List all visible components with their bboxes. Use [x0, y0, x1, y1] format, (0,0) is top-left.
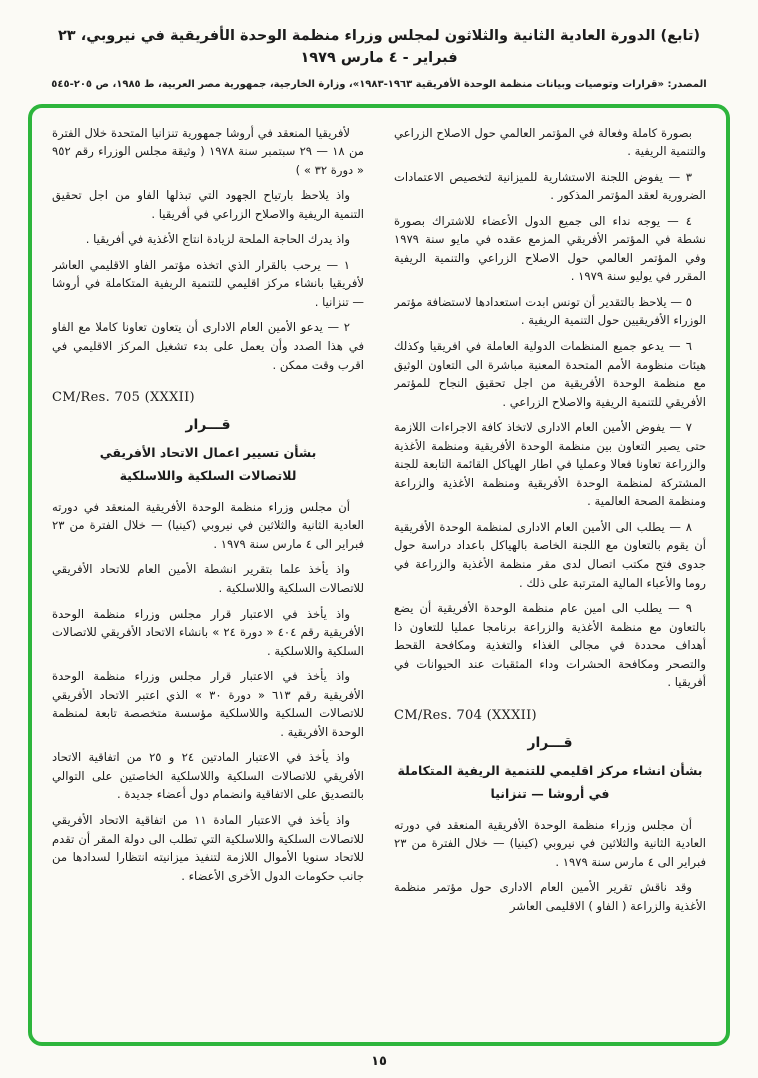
resolution-code: CM/Res. 704 (XXXII) — [394, 707, 537, 723]
paragraph: ٩ — يطلب الى امين عام منظمة الوحدة الأفريقية أن يضع بالتعاون مع منظمة الأغذية والزراعة برنامجا عمليا للتعاون ذا أهداف محددة في مجالى الغذاء والتغذية ومكافحة القحط والتصحر ومكافحة الحشرات وداء المثقبات عند الحيوانات في أفريقيا . — [394, 601, 706, 690]
document-footer — [0, 1046, 758, 1078]
resolution-subtitle: في أروشا — تنزانيا — [490, 786, 610, 802]
paragraph: وقد ناقش تقرير الأمين العام الادارى حول مؤتمر منظمة الأغذية والزراعة ( الفاو ) الاقليمى العاشر — [394, 880, 706, 913]
document-header — [0, 0, 758, 92]
page-number: ١٥ — [371, 1054, 387, 1070]
document-header-title: (تابع) الدورة العادية الثانية والثلاثون لمجلس وزراء منظمة الوحدة الأفريقية في نيروبي، ٢٣ فبراير - ٤ مارس ١٩٧٩ — [57, 28, 701, 66]
resolution-title: قـــرار — [527, 734, 573, 751]
resolution-code: CM/Res. 705 (XXXII) — [52, 390, 195, 406]
paragraph: ١ — يرحب بالقرار الذي اتخذه مؤتمر الفاو الاقليمي العاشر لأفريقيا بانشاء مركز اقليمي للتنمية الريفية المتكاملة في أروشا — تنزانيا . — [52, 257, 364, 309]
resolution-title: قـــرار — [185, 417, 231, 434]
paragraph: ٧ — يفوض الأمين العام الادارى لاتخاذ كافة الاجراءات اللازمة حتى يصير التعاون بين منظمة الوحدة الأفريقية ومنظمة الأغذية والزراعة تعاونا فعالا وعمليا في اطار الهياكل القائمة التابعة للجنة المشتركة لمنظمة الوحدة الأفريقية ومنظمة الأغذية والزراعة ومنظمة الصحة العالمية . — [394, 420, 706, 509]
resolution-subtitle: بشأن انشاء مركز اقليمي للتنمية الريفية المتكاملة — [397, 762, 703, 778]
paragraph: واذ يدرك الحاجة الملحة لزيادة انتاج الأغذية في أفريقيا . — [85, 232, 350, 247]
paragraph: ٤ — يوجه نداء الى جميع الدول الأعضاء للاشتراك بصورة نشطة في المؤتمر الأفريقي المزمع عقده في مايو سنة ١٩٧٩ وفي المؤتمر العالمي حول الاصلاح الزراعي والتنمية الريفية المقرر في يوليو سنة ١٩٧٩ . — [394, 213, 706, 284]
paragraph: واذ يأخذ علما بتقرير انشطة الأمين العام للاتحاد الأفريقي للاتصالات السلكية واللاسلكية . — [52, 562, 364, 595]
paragraph: بصورة كاملة وفعالة في المؤتمر العالمي حول الاصلاح الزراعي والتنمية الريفية . — [394, 125, 706, 159]
paragraph: واذ يأخذ في الاعتبار قرار مجلس وزراء منظمة الوحدة الأفريقية رقم ٤٠٤ « دورة ٢٤ » بانشاء الاتحاد الأفريقي للاتصالات السلكية واللاسلكية . — [52, 606, 364, 658]
resolution-subtitle: بشأن تسيير اعمال الاتحاد الأفريقي — [99, 445, 317, 461]
content-border-box — [28, 104, 730, 1046]
paragraph: ٣ — يفوض اللجنة الاستشارية للميزانية لتخصيص الاعتمادات الضرورية لعقد المؤتمر المذكور . — [394, 169, 706, 203]
paragraph: أن مجلس وزراء منظمة الوحدة الأفريقية المنعقد في دورته العادية الثانية والثلاثين في نيروبي (كينيا) — خلال الفترة من ٢٣ فبراير الى ٤ مارس سنة ١٩٧٩ . — [394, 817, 706, 869]
paragraph: لأفريقيا المنعقد في أروشا جمهورية تنزانيا المتحدة خلال الفترة من ١٨ — ٢٩ سبتمبر سنة ١٩٧٨ ( وثيقة مجلس الوزراء رقم ٩٥٢ « دورة ٣٢ » ) — [52, 125, 364, 177]
paragraph: واذ يلاحظ بارتياح الجهود التي تبذلها الفاو من اجل تحقيق التنمية الريفية والاصلاح الزراعي في أفريقيا . — [52, 188, 364, 221]
paragraph: واذ يأخذ في الاعتبار قرار مجلس وزراء منظمة الوحدة الأفريقية رقم ٦١٣ « دورة ٣٠ » الذي اعتبر الاتحاد الأفريقي للاتصالات السلكية واللاسلكية مؤسسة متخصصة تابعة لمنظمة الوحدة الأفريقية . — [52, 669, 364, 739]
column-left — [52, 124, 364, 1026]
paragraph: ٥ — يلاحظ بالتقدير أن تونس ابدت استعدادها لاستضافة مؤتمر الوزراء الأفريقيين حول التنمية الريفية . — [394, 294, 706, 328]
paragraph: واذ يأخذ في الاعتبار المادة ١١ من اتفاقية الاتحاد الأفريقي للاتصالات السلكية واللاسلكية التي تطلب الى دولة المقر أن تقدم للاتحاد سنويا الأموال اللازمة لتنفيذ ميزانيته انتظارا لسدادها من جانب حكومات الدول الأخرى الأعضاء . — [52, 813, 364, 883]
paragraph: واذ يأخذ في الاعتبار المادتين ٢٤ و ٢٥ من اتفاقية الاتحاد الأفريقي للاتصالات السلكية واللاسلكية الخاصتين على التوالي بالتصديق على الاتفاقية وانضمام دول أعضاء جديدة . — [52, 750, 364, 802]
document-source-line: المصدر: «قرارات وتوصيات وبيانات منظمة الوحدة الأفريقية ١٩٦٣-١٩٨٣»، وزارة الخارجية، جمهورية مصر العربية، ط ١٩٨٥، ص ٢٠٥-٥٤٥ — [51, 78, 707, 90]
paragraph: ٦ — يدعو جميع المنظمات الدولية العاملة في افريقيا وكذلك هيئات منظومة الأمم المتحدة المعنية مباشرة الى التعاون الوثيق مع منظمة الوحدة الأفريقية من اجل تحقيق النجاح للمؤتمر الأفريقي للتنمية الريفية والاصلاح الزراعي . — [394, 338, 706, 409]
paragraph: ٨ — يطلب الى الأمين العام الادارى لمنظمة الوحدة الأفريقية أن يقوم بالتعاون مع اللجنة الخاصة بالهياكل باعداد دراسة حول جدوى فتح مكتب اتصال لدى مقر منظمة الأغذية والزراعة في روما والأعباء المالية المترتبة على ذلك . — [394, 519, 706, 590]
column-right — [394, 124, 706, 1026]
paragraph: ٢ — يدعو الأمين العام الادارى أن يتعاون تعاونا كاملا مع الفاو في هذا الصدد وأن يعمل على بدء تشغيل المركز الاقليمي في اقرب وقت ممكن . — [52, 320, 364, 372]
paragraph: أن مجلس وزراء منظمة الوحدة الأفريقية المنعقد في دورته العادية الثانية والثلاثين في نيروبي (كينيا) — خلال الفترة من ٢٣ فبراير الى ٤ مارس سنة ١٩٧٩ . — [52, 499, 364, 551]
resolution-subtitle: للاتصالات السلكية واللاسلكية — [119, 468, 297, 484]
